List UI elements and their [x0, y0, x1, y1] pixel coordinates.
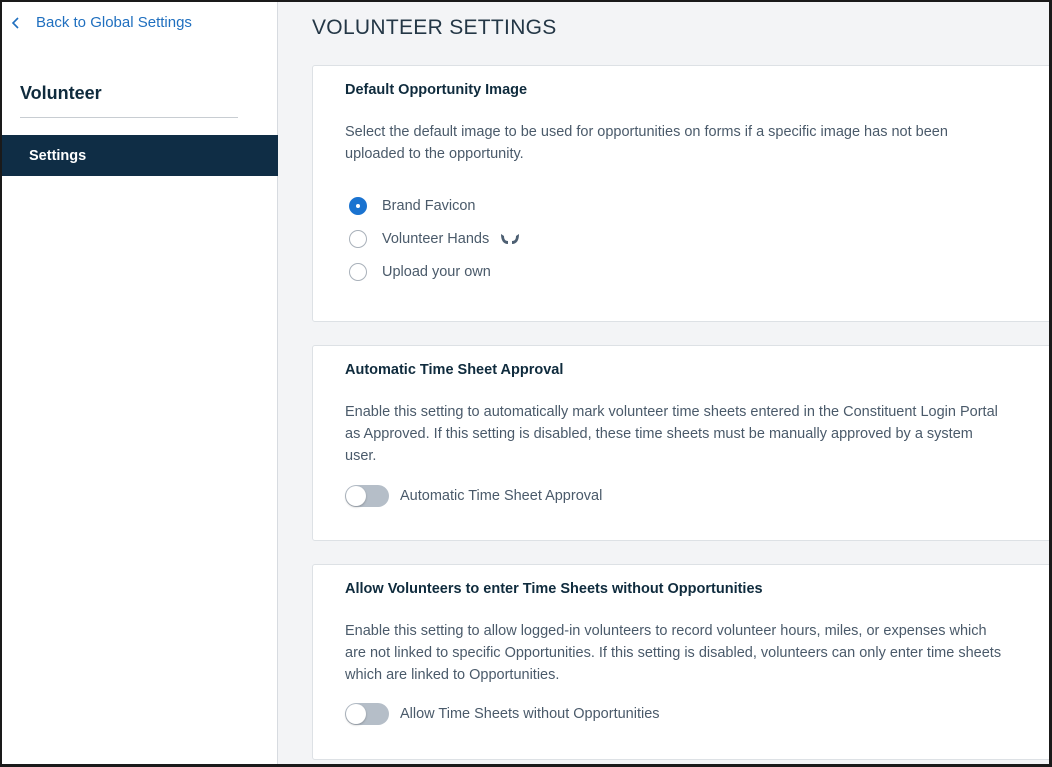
back-to-global-settings-link[interactable]	[10, 14, 192, 31]
toggle-knob	[346, 704, 366, 724]
default-image-description: Select the default image to be used for opportunities on forms if a specific image has not been uploaded to the opportunity.	[345, 124, 948, 162]
auto-approval-toggle[interactable]	[345, 485, 389, 507]
toggle-knob	[346, 486, 366, 506]
no-opportunity-toggle[interactable]	[345, 703, 389, 725]
no-opportunity-title: Allow Volunteers to enter Time Sheets without Opportunities	[345, 581, 763, 597]
radio-upload-your-own[interactable]	[349, 263, 491, 281]
radio-brand-favicon[interactable]	[349, 197, 476, 215]
no-opportunity-description: Enable this setting to allow logged-in volunteers to record volunteer hours, miles, or expenses which are not linked to specific Opportunities. If this setting is disabled, volunteers can only enter time sheets which are linked to Opportunities.	[345, 623, 1002, 683]
toggle-label: Allow Time Sheets without Opportunities	[400, 706, 660, 722]
no-opportunity-toggle-row	[345, 703, 660, 725]
radio-label: Brand Favicon	[382, 198, 476, 214]
radio-button[interactable]	[349, 230, 367, 248]
sidebar-item-label: Settings	[29, 147, 87, 164]
radio-volunteer-hands[interactable]	[349, 230, 521, 248]
radio-label: Volunteer Hands	[382, 231, 490, 247]
sidebar-section-title: Volunteer	[20, 83, 102, 103]
sidebar-divider	[20, 117, 238, 118]
toggle-label: Automatic Time Sheet Approval	[400, 488, 603, 504]
back-link-label: Back to Global Settings	[36, 14, 192, 31]
radio-label: Upload your own	[382, 264, 491, 280]
sidebar-item-settings[interactable]	[2, 135, 278, 176]
auto-approval-description: Enable this setting to automatically mark volunteer time sheets entered in the Constituent Login Portal as Approved. If this setting is disabled, these time sheets must be manually approved by a system user.	[345, 404, 998, 464]
volunteer-hands-icon	[499, 231, 521, 247]
chevron-left-icon	[10, 16, 22, 30]
auto-approval-title: Automatic Time Sheet Approval	[345, 362, 564, 378]
radio-button-checked[interactable]	[349, 197, 367, 215]
auto-approval-toggle-row	[345, 485, 602, 507]
auto-approval-card	[312, 345, 1052, 541]
sidebar	[2, 2, 278, 764]
no-opportunity-card	[312, 564, 1052, 760]
radio-button[interactable]	[349, 263, 367, 281]
default-image-card	[312, 65, 1052, 322]
page-title: VOLUNTEER SETTINGS	[312, 16, 557, 39]
default-image-title: Default Opportunity Image	[345, 82, 528, 98]
